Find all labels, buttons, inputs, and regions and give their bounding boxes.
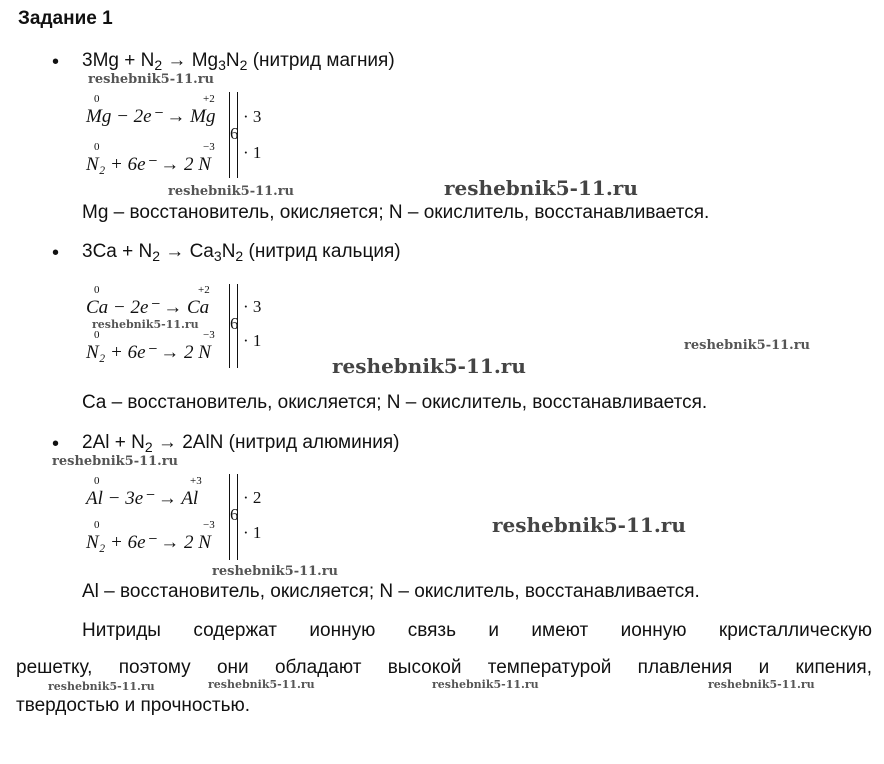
oxidation-state: −3 xyxy=(203,141,215,153)
oxidation-state: 0 xyxy=(94,141,100,153)
oxidation-state: 0 xyxy=(94,93,100,105)
watermark: reshebnik5-11.ru xyxy=(212,564,339,579)
half-reaction-oxidation: Al − 3e⁻ → Al xyxy=(86,488,199,509)
watermark: reshebnik5-11.ru xyxy=(168,184,295,199)
conclusion-2: Ca – восстановитель, окисляется; N – окислитель, восстанавливается. xyxy=(82,392,708,413)
watermark: reshebnik5-11.ru xyxy=(48,680,155,693)
electron-lcm: 6 xyxy=(230,124,239,143)
coefficient: · 2 xyxy=(243,488,262,507)
watermark: reshebnik5-11.ru xyxy=(684,338,811,353)
watermark: reshebnik5-11.ru xyxy=(332,354,526,378)
oxidation-state: 0 xyxy=(94,329,100,341)
half-reaction-reduction: N₂ + 6e⁻ → 2 N xyxy=(86,342,211,363)
paragraph-line-3: твердостью и прочностью. xyxy=(16,695,251,716)
oxidation-state: 0 xyxy=(94,519,100,531)
watermark: reshebnik5-11.ru xyxy=(92,318,199,331)
half-reaction-reduction: N₂ + 6e⁻ → 2 N xyxy=(86,154,211,175)
task-title: Задание 1 xyxy=(18,8,113,29)
oxidation-state: 0 xyxy=(94,284,100,296)
watermark: reshebnik5-11.ru xyxy=(208,678,315,691)
oxidation-state: +2 xyxy=(203,93,215,105)
half-reaction-oxidation: Ca − 2e⁻ → Ca xyxy=(86,297,210,318)
equation-2: $3Ca + N_2 \to Ca_3N_2$ (нитрид кальция) xyxy=(82,241,401,264)
oxidation-state: −3 xyxy=(203,519,215,531)
bullet-2: • xyxy=(52,242,60,264)
oxidation-state: +3 xyxy=(190,475,202,487)
bullet-1: • xyxy=(52,51,60,73)
coefficient: · 3 xyxy=(243,297,262,316)
watermark: reshebnik5-11.ru xyxy=(444,176,638,200)
oxidation-state: 0 xyxy=(94,475,100,487)
watermark: reshebnik5-11.ru xyxy=(492,513,686,537)
half-reaction-oxidation: Mg − 2e⁻ → Mg xyxy=(86,106,216,127)
oxidation-state: −3 xyxy=(203,329,215,341)
watermark: reshebnik5-11.ru xyxy=(88,72,215,87)
coefficient: · 1 xyxy=(243,331,262,350)
bullet-3: • xyxy=(52,433,60,455)
equation-3: $2Al + N_2 \to 2AlN$ (нитрид алюминия) xyxy=(82,432,400,455)
half-reaction-reduction: N₂ + 6e⁻ → 2 N xyxy=(86,532,211,553)
conclusion-1: Mg – восстановитель, окисляется; N – окислитель, восстанавливается. xyxy=(82,202,710,223)
watermark: reshebnik5-11.ru xyxy=(708,678,815,691)
coefficient: · 1 xyxy=(243,143,262,162)
oxidation-state: +2 xyxy=(198,284,210,296)
electron-lcm: 6 xyxy=(230,505,239,524)
electron-lcm: 6 xyxy=(230,314,239,333)
watermark: reshebnik5-11.ru xyxy=(52,454,179,469)
paragraph-line-1: Нитриды содержат ионную связь и имеют ионную кристаллическую xyxy=(82,620,872,641)
coefficient: · 3 xyxy=(243,107,262,126)
paragraph-line-2: решетку, поэтому они обладают высокой температурой плавления и кипения, xyxy=(16,657,872,678)
coefficient: · 1 xyxy=(243,523,262,542)
equation-1: $3Mg + N_2 \to Mg_3N_2$ (нитрид магния) xyxy=(82,50,395,73)
watermark: reshebnik5-11.ru xyxy=(432,678,539,691)
conclusion-3: Al – восстановитель, окисляется; N – окислитель, восстанавливается. xyxy=(82,581,700,602)
